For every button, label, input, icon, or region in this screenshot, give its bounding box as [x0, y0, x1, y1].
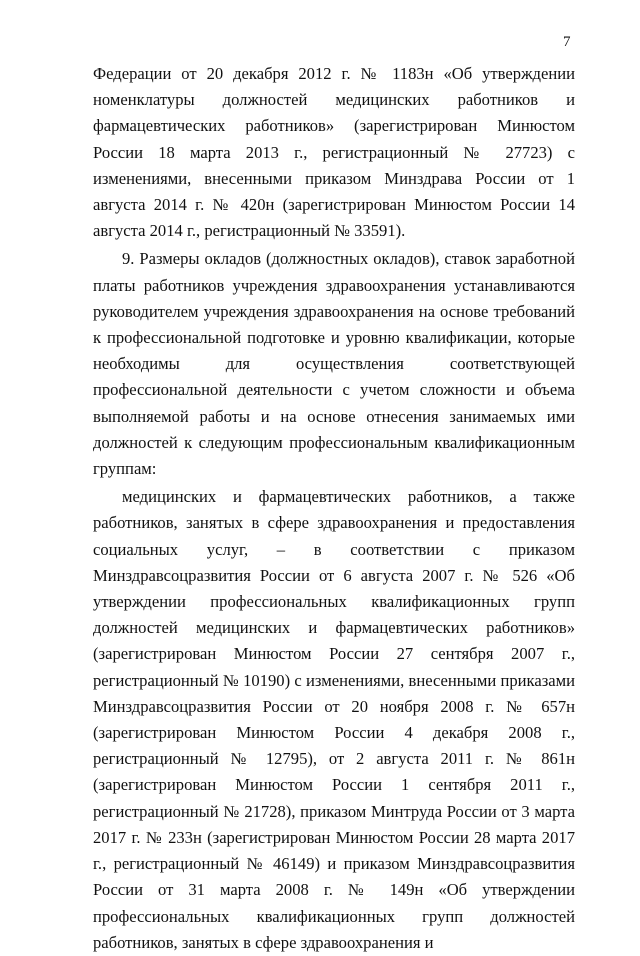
document-body: [93, 61, 575, 956]
page-number: 7: [563, 34, 571, 50]
paragraph-item-9: 9. Размеры окладов (должностных окладов), ставок заработной платы работников учреждения здравоохранения устанавливаются руководителем учреждения здравоохранения на основе требований к профессиональной подготовке и уровню квалификации, которые необходимы для осуществления соответствующей профессиональной деятельности с учетом сложности и объема выполняемой работы и на основе отнесения занимаемых ими должностей к следующим профессиональным квалификационным группам:: [93, 249, 575, 479]
paragraph-medical-workers: медицинских и фармацевтических работников, а также работников, занятых в сфере здравоохранения и предоставления социальных услуг, – в соответствии с приказом Минздравсоцразвития России от 6 августа 2007 г. № 526 «Об утверждении профессиональных квалификационных групп должностей медицинских и фармацевтических работников» (зарегистрирован Минюстом России 27 сентября 2007 г., регистрационный № 10190) с изменениями, внесенными приказами Минздравсоцразвития России от 20 ноября 2008 г. № 657н (зарегистрирован Минюстом России 4 декабря 2008 г., регистрационный № 12795), от 2 августа 2011 г. № 861н (зарегистрирован Минюстом России 1 сентября 2011 г., регистрационный № 21728), приказом Минтруда России от 3 марта 2017 г. № 233н (зарегистрирован Минюстом России 28 марта 2017 г., регистрационный № 46149) и приказом Минздравсоцразвития России от 31 марта 2008 г. № 149н «Об утверждении профессиональных квалификационных групп должностей работников, занятых в сфере здравоохранения и: [93, 487, 575, 952]
paragraph-continuation: Федерации от 20 декабря 2012 г. № 1183н «Об утверждении номенклатуры должностей медицинских работников и фармацевтических работников» (зарегистрирован Минюстом России 18 марта 2013 г., регистрационный № 27723) с изменениями, внесенными приказом Минздрава России от 1 августа 2014 г. № 420н (зарегистрирован Минюстом России 14 августа 2014 г., регистрационный № 33591).: [93, 64, 575, 241]
